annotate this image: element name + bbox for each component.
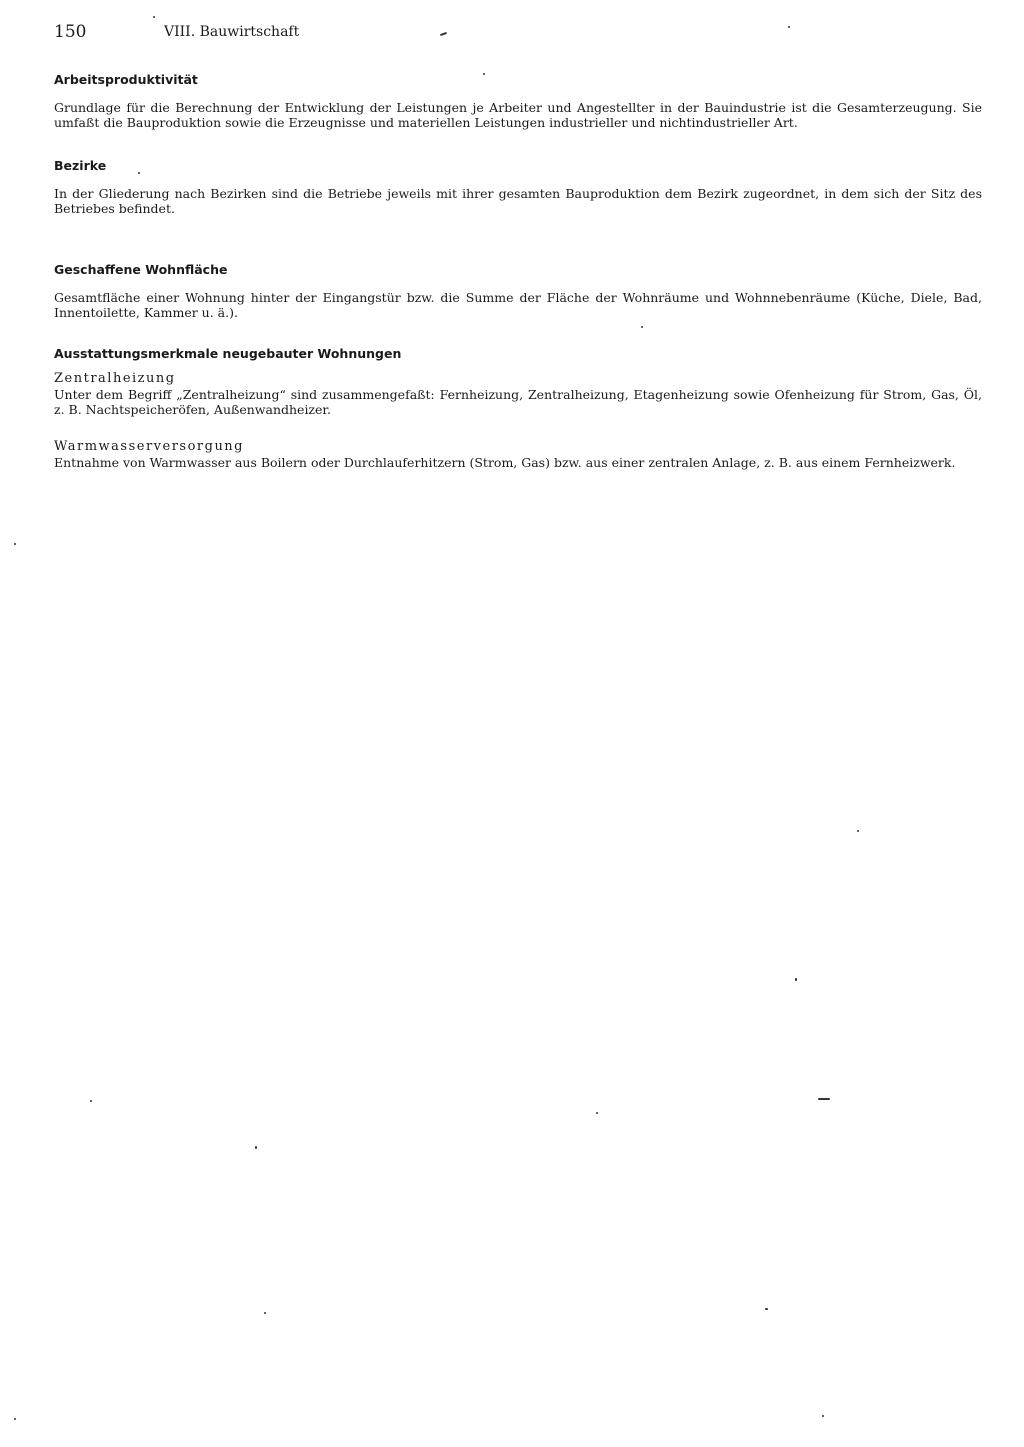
subsection-text: Unter dem Begriff „Zentralheizung“ sind zusammengefaßt: Fernheizung, Zentralheizung, Etagenheizung sowie Ofenheizung für Strom, Gas, Öl, z. B. Nachtspeicheröfen, Außenwandheizer.	[54, 387, 982, 417]
subsection-title: Zentralheizung	[54, 371, 176, 386]
section-text: In der Gliederung nach Bezirken sind die Betriebe jeweils mit ihrer gesamten Bauproduktion dem Bezirk zugeordnet, in dem sich der Sitz des Betriebes befindet.	[54, 186, 982, 216]
section-text: Grundlage für die Berechnung der Entwicklung der Leistungen je Arbeiter und Angestellter in der Bauindustrie ist die Gesamterzeugung. Sie umfaßt die Bauproduktion sowie die Erzeugnisse und materiellen Leistungen industrieller und nichtindustrieller Art.	[54, 100, 982, 130]
scan-speck	[641, 326, 643, 328]
subsection-text: Entnahme von Warmwasser aus Boilern oder Durchlauferhitzern (Strom, Gas) bzw. aus einer zentralen Anlage, z. B. aus einem Fernheizwerk.	[54, 455, 956, 470]
scan-speck	[818, 1098, 830, 1100]
subsection-zentralheizung	[54, 371, 982, 417]
section-text: Gesamtfläche einer Wohnung hinter der Eingangstür bzw. die Summe der Fläche der Wohnräume und Wohnnebenräume (Küche, Diele, Bad, Innentoilette, Kammer u. ä.).	[54, 290, 982, 320]
section-heading: Bezirke	[54, 158, 107, 173]
scan-speck	[765, 1308, 768, 1310]
scan-speck	[822, 1415, 824, 1417]
scan-speck	[788, 26, 790, 28]
section-heading: Geschaffene Wohnfläche	[54, 262, 228, 277]
scan-speck	[264, 1312, 266, 1314]
document-body	[54, 72, 982, 470]
section-bezirke	[54, 158, 982, 216]
scan-speck	[14, 1418, 16, 1420]
scan-speck	[483, 73, 485, 75]
scan-speck	[90, 1100, 92, 1102]
section-heading: Ausstattungsmerkmale neugebauter Wohnungen	[54, 346, 402, 361]
scan-speck	[153, 16, 155, 18]
running-head	[54, 22, 474, 46]
section-heading: Arbeitsproduktivität	[54, 72, 198, 87]
scan-speck	[795, 978, 797, 981]
section-ausstattungsmerkmale	[54, 346, 982, 470]
subsection-title: Warmwasserversorgung	[54, 439, 245, 454]
section-arbeitsproduktivitaet	[54, 72, 982, 130]
scan-speck	[14, 543, 16, 545]
scan-speck	[138, 172, 140, 174]
scan-speck	[857, 830, 859, 832]
scan-speck	[596, 1112, 598, 1114]
chapter-title: VIII. Bauwirtschaft	[164, 24, 300, 40]
subsection-warmwasserversorgung	[54, 439, 982, 470]
section-geschaffene-wohnflaeche	[54, 262, 982, 320]
page-number: 150	[54, 22, 87, 42]
scan-speck	[255, 1146, 257, 1149]
